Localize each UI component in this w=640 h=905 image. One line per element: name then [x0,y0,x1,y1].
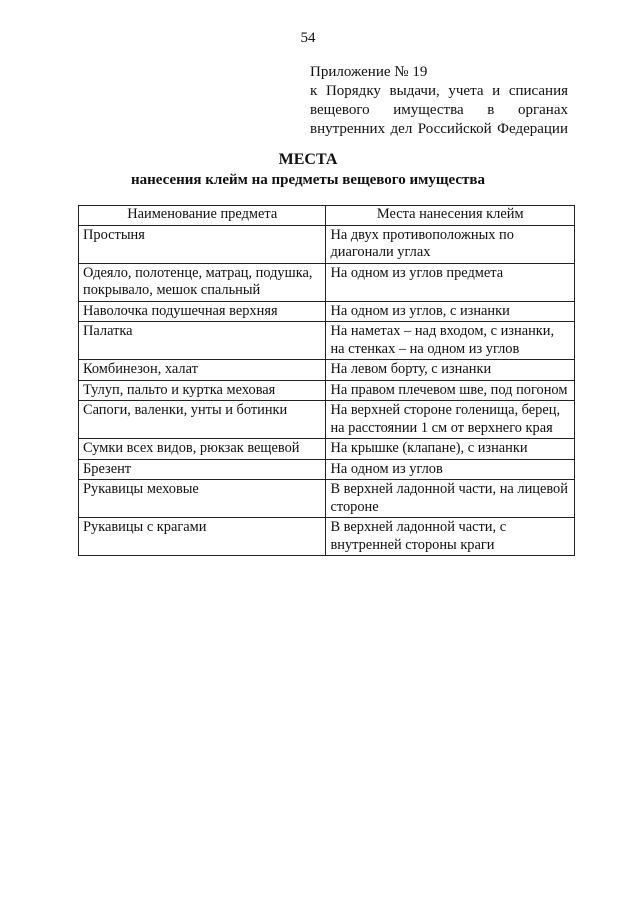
marking-place-cell: В верхней ладонной части, на лицевой стороне [326,480,575,518]
table-row [79,380,575,401]
document-title [0,150,616,190]
table-row [79,301,575,322]
marking-place-cell: На двух противоположных по диагонали углах [326,225,575,263]
table-body [79,225,575,556]
marking-place-cell: На левом борту, с изнанки [326,360,575,381]
marking-place-cell: На крышке (клапане), с изнанки [326,439,575,460]
item-name-cell: Наволочка подушечная верхняя [79,301,326,322]
table-row [79,225,575,263]
marking-place-cell: На одном из углов предмета [326,263,575,301]
title-main: МЕСТА [278,151,338,168]
item-name-cell: Рукавицы с крагами [79,518,326,556]
table-row [79,360,575,381]
item-name-cell: Тулуп, пальто и куртка меховая [79,380,326,401]
header-marking-place: Места нанесения клейм [326,206,575,226]
marking-place-cell: В верхней ладонной части, с внутренней стороны краги [326,518,575,556]
item-name-cell: Рукавицы меховые [79,480,326,518]
marking-place-cell: На наметах – над входом, с изнанки, на стенках – на одном из углов [326,322,575,360]
appendix-heading [310,63,568,139]
item-name-cell: Комбинезон, халат [79,360,326,381]
marking-places-table [78,205,575,556]
marking-place-cell: На верхней стороне голенища, берец, на расстоянии 1 см от верхнего края [326,401,575,439]
table-row [79,480,575,518]
table-row [79,459,575,480]
header-item-name: Наименование предмета [79,206,326,226]
table-header-row [79,206,575,226]
appendix-line-3: вещевого имущества в органах [310,102,568,118]
marking-place-cell: На правом плечевом шве, под погоном [326,380,575,401]
appendix-line-1: Приложение № 19 [310,64,428,80]
item-name-cell: Простыня [79,225,326,263]
table-row [79,439,575,460]
item-name-cell: Палатка [79,322,326,360]
appendix-line-2: к Порядку выдачи, учета и списания [310,83,568,99]
table-row [79,322,575,360]
table-row [79,263,575,301]
marking-place-cell: На одном из углов [326,459,575,480]
table-row [79,518,575,556]
page-number: 54 [300,30,316,46]
title-subtitle: нанесения клейм на предметы вещевого имущества [131,172,485,188]
item-name-cell: Сумки всех видов, рюкзак вещевой [79,439,326,460]
table-row [79,401,575,439]
item-name-cell: Одеяло, полотенце, матрац, подушка, покрывало, мешок спальный [79,263,326,301]
item-name-cell: Брезент [79,459,326,480]
appendix-line-4: внутренних дел Российской Федерации [310,121,568,137]
item-name-cell: Сапоги, валенки, унты и ботинки [79,401,326,439]
marking-place-cell: На одном из углов, с изнанки [326,301,575,322]
